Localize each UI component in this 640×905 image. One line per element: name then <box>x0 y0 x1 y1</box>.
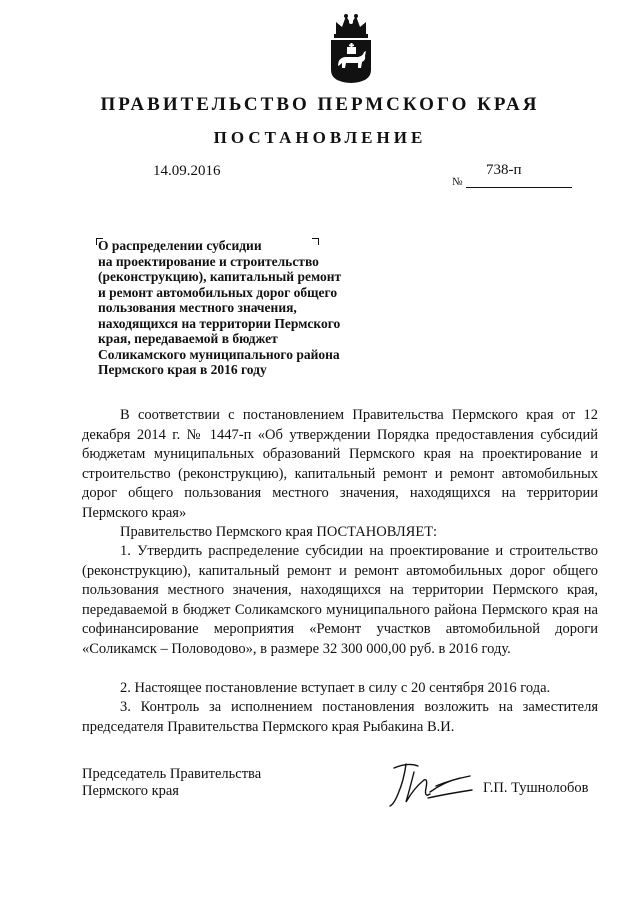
body-paragraph-resolves: Правительство Пермского края ПОСТАНОВЛЯЕТ: <box>120 524 438 540</box>
document-subject: О распределении субсидии на проектирование и строительство (реконструкцию), капитальный ремонт и ремонт автомобильных дорог общего пользования местного значения, находящихся на территории Пермского края, передаваемой в бюджет Соликамского муниципального района Пермского края в 2016 году <box>98 238 342 377</box>
document-type-title: ПОСТАНОВЛЕНИЕ <box>213 128 427 147</box>
signer-title: Председатель Правительства Пермского края <box>82 766 262 799</box>
body-paragraph-item-2: 2. Настоящее постановление вступает в силу с 20 сентября 2016 года. <box>120 680 551 696</box>
perm-krai-coat-of-arms-icon <box>328 12 374 84</box>
number-underline <box>466 187 572 188</box>
handwritten-signature-icon <box>384 758 476 810</box>
document-number: 738-п <box>486 162 522 178</box>
number-sign-label: № <box>452 176 463 188</box>
document-date: 14.09.2016 <box>153 163 221 179</box>
signer-name: Г.П. Тушнолобов <box>483 780 589 796</box>
body-paragraph-preamble: В соответствии с постановлением Правительства Пермского края от 12 декабря 2014 г. № 1447-п «Об утверждении Порядка предоставления субсидий бюджетам муниципальных образований Пермского края на проектирование и строительство (реконструкцию), капитальный ремонт и ремонт автомобильных дорог общего пользования местного значения, находящихся на территории Пермского края» <box>82 407 598 521</box>
body-paragraph-item-1: 1. Утвердить распределение субсидии на проектирование и строительство (реконструкцию), капитальный ремонт и ремонт автомобильных дорог общего пользования местного значения, находящихся на территории Пермского края, передаваемой в бюджет Соликамского муниципального района Пермского края на софинансирование мероприятия «Ремонт участков автомобильной дороги «Соликамск – Половодово», в размере 32 300 000,00 руб. в 2016 году. <box>82 543 598 657</box>
body-paragraph-item-3: 3. Контроль за исполнением постановления возложить на заместителя председателя Правительства Пермского края Рыбакина В.И. <box>82 699 598 735</box>
government-title: ПРАВИТЕЛЬСТВО ПЕРМСКОГО КРАЯ <box>100 94 540 115</box>
